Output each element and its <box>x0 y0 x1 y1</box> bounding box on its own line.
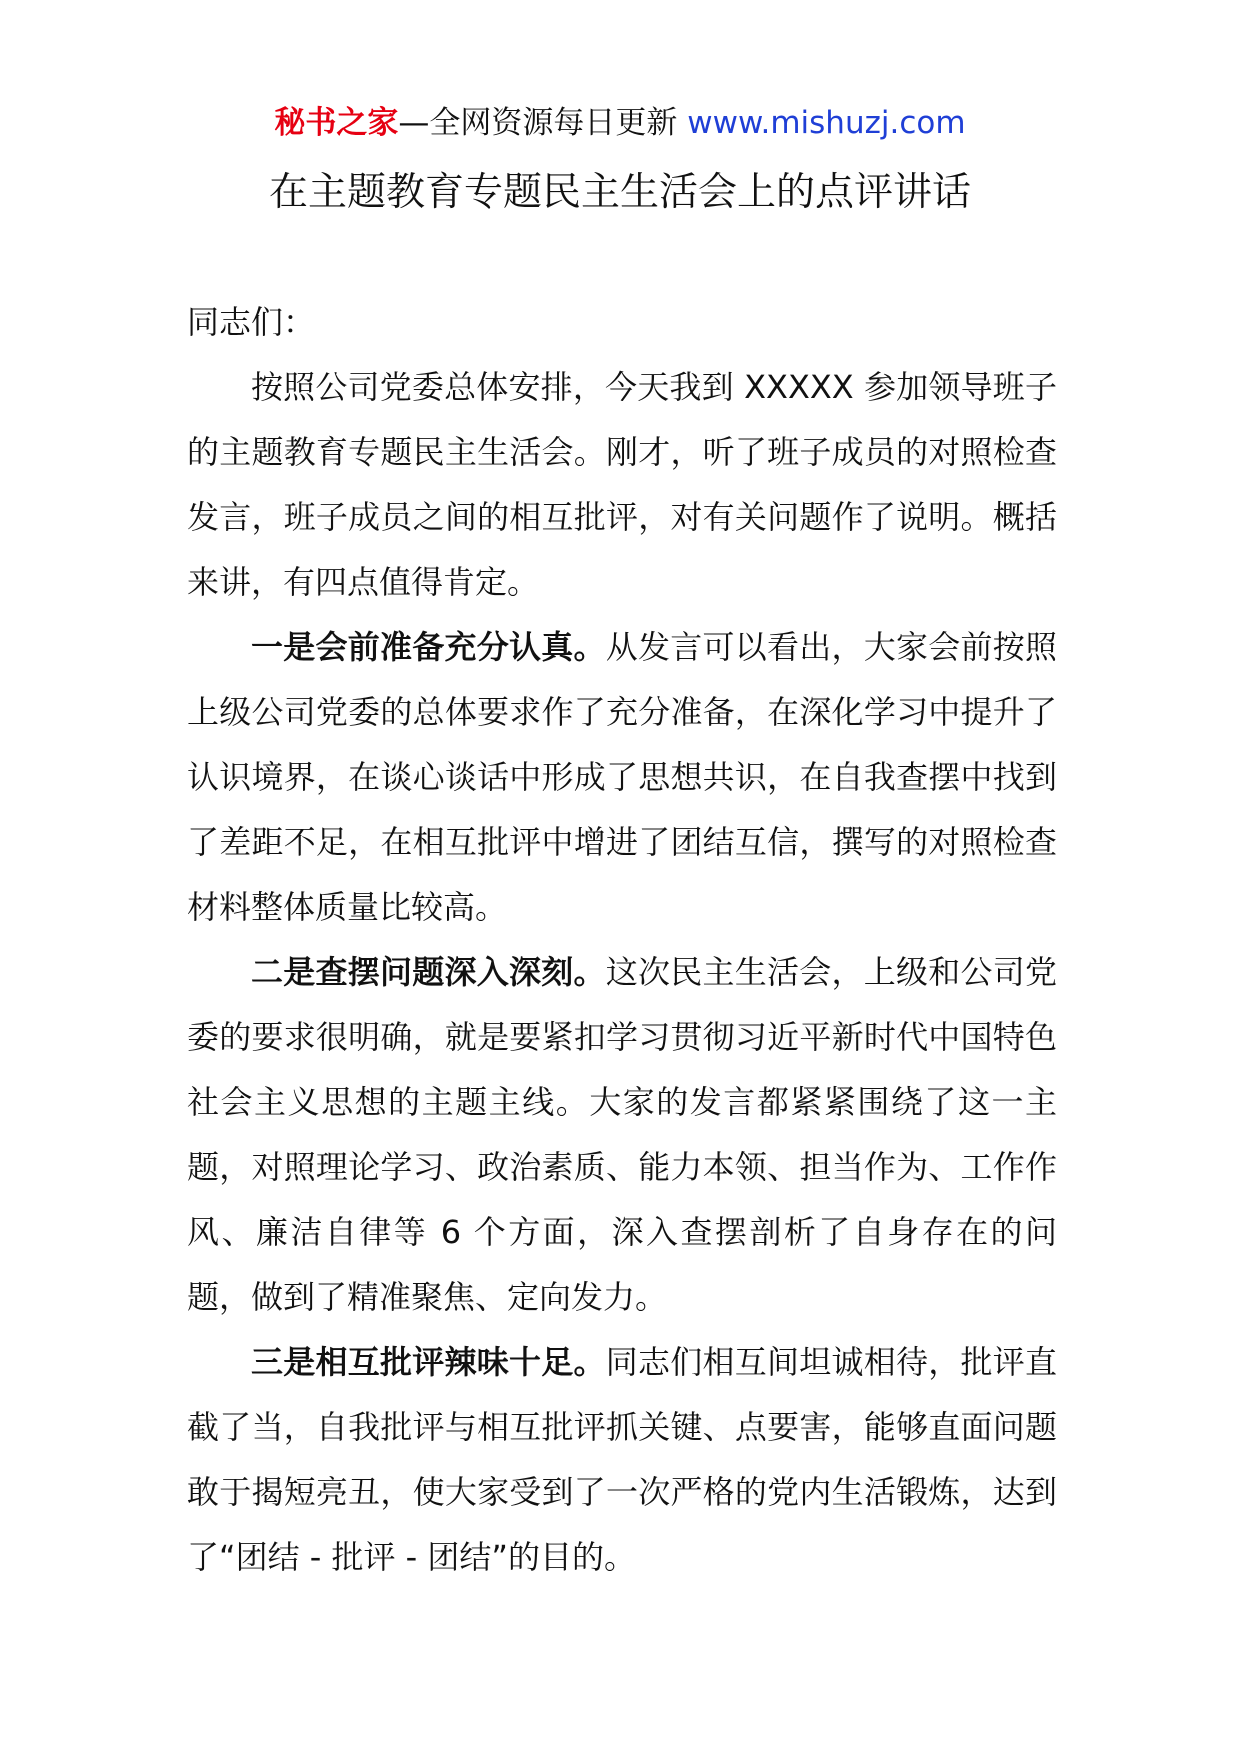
point-heading-3: 三是相互批评辣味十足。 <box>251 1343 606 1381</box>
point-paragraph-1 <box>187 615 1057 940</box>
point-paragraph-3 <box>187 1330 1057 1590</box>
point-text-2: 这次民主生活会，上级和公司党委的要求很明确，就是要紧扣学习贯彻习近平新时代中国特色社会主义思想的主题主线。大家的发言都紧紧围绕了这一主题，对照理论学习、政治素质、能力本领、担当作为、工作作风、廉洁自律等 6 个方面，深入查摆剖析了自身存在的问题，做到了精准聚焦、定向发力。 <box>187 953 1057 1316</box>
point-heading-2: 二是查摆问题深入深刻。 <box>251 953 606 991</box>
point-text-1: 从发言可以看出，大家会前按照上级公司党委的总体要求作了充分准备，在深化学习中提升了认识境界，在谈心谈话中形成了思想共识，在自我查摆中找到了差距不足，在相互批评中增进了团结互信，撰写的对照检查材料整体质量比较高。 <box>187 628 1057 926</box>
salutation: 同志们： <box>187 303 316 341</box>
point-text-3: 同志们相互间坦诚相待，批评直截了当，自我批评与相互批评抓关键、点要害，能够直面问题敢于揭短亮丑，使大家受到了一次严格的党内生活锻炼，达到了“团结 - 批评 - 团结”的目的。 <box>187 1343 1057 1576</box>
site-tagline: —全网资源每日更新 <box>398 105 678 141</box>
site-banner <box>0 103 1240 143</box>
document-body <box>187 290 1057 1590</box>
document-title: 在主题教育专题民主生活会上的点评讲话 <box>268 170 971 215</box>
site-brand-name: 秘书之家 <box>274 105 399 141</box>
site-url: www.mishuzj.com <box>677 105 966 141</box>
point-paragraph-2 <box>187 940 1057 1330</box>
point-heading-1: 一是会前准备充分认真。 <box>251 628 606 666</box>
intro-paragraph: 按照公司党委总体安排，今天我到 XXXXX 参加领导班子的主题教育专题民主生活会。刚才，听了班子成员的对照检查发言，班子成员之间的相互批评，对有关问题作了说明。概括来讲，有四点值得肯定。 <box>187 368 1057 601</box>
